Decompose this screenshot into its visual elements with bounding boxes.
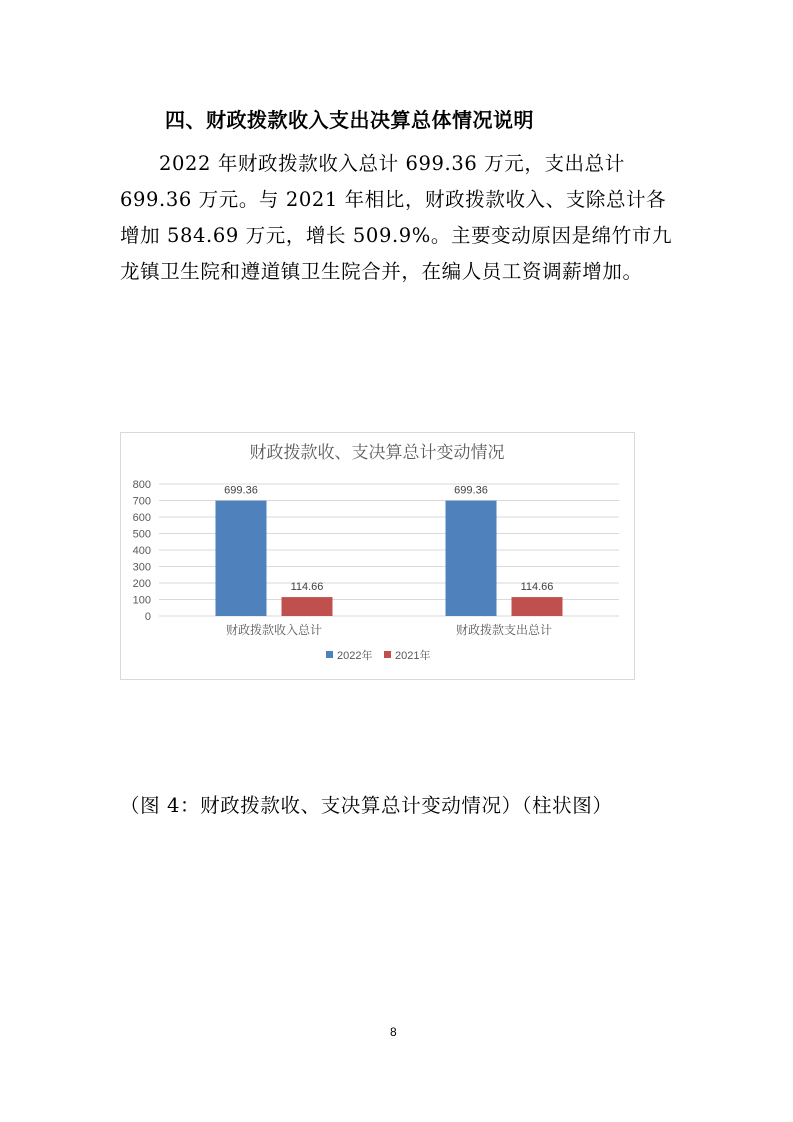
- body-paragraph: 2022 年财政拨款收入总计 699.36 万元，支出总计 699.36 万元。与 2021 年相比，财政拨款收入、支除总计各增加 584.69 万元，增长 509.9%。主要变动原因是绵竹市九龙镇卫生院和遵道镇卫生院合并，在编人员工资调薪增加。: [120, 152, 673, 283]
- data-label: 699.36: [224, 484, 258, 497]
- y-tick-label: 0: [144, 611, 151, 623]
- legend-label: 2022年: [337, 650, 373, 662]
- bar-2021: [512, 597, 563, 616]
- y-tick-label: 800: [132, 479, 151, 491]
- y-tick-label: 100: [132, 594, 151, 607]
- bar-2022: [216, 501, 267, 616]
- page-number: 8: [390, 1025, 397, 1039]
- y-tick-label: 300: [132, 561, 151, 574]
- y-tick-label: 400: [132, 545, 151, 557]
- y-tick-label: 600: [132, 512, 151, 524]
- figure-caption: （图 4：财政拨款收、支决算总计变动情况）（柱状图）: [120, 794, 613, 817]
- legend-swatch: [326, 651, 333, 658]
- legend-label: 2021年: [395, 650, 431, 662]
- data-label: 114.66: [290, 581, 324, 594]
- chart-title: 财政拨款收、支决算总计变动情况: [249, 443, 505, 462]
- data-label: 114.66: [520, 581, 554, 594]
- bar-chart: [120, 432, 635, 680]
- y-tick-label: 200: [132, 578, 151, 590]
- chart-canvas: [121, 433, 634, 679]
- y-tick-label: 700: [132, 495, 151, 508]
- x-category-label: 财政拨款收入总计: [225, 623, 323, 637]
- legend-swatch: [384, 651, 391, 658]
- bar-2021: [282, 597, 333, 616]
- section-heading: 四、财政拨款收入支出决算总体情况说明: [165, 108, 534, 132]
- bar-2022: [446, 501, 497, 616]
- x-category-label: 财政拨款支出总计: [455, 623, 553, 637]
- data-label: 699.36: [454, 484, 488, 497]
- y-tick-label: 500: [132, 528, 151, 541]
